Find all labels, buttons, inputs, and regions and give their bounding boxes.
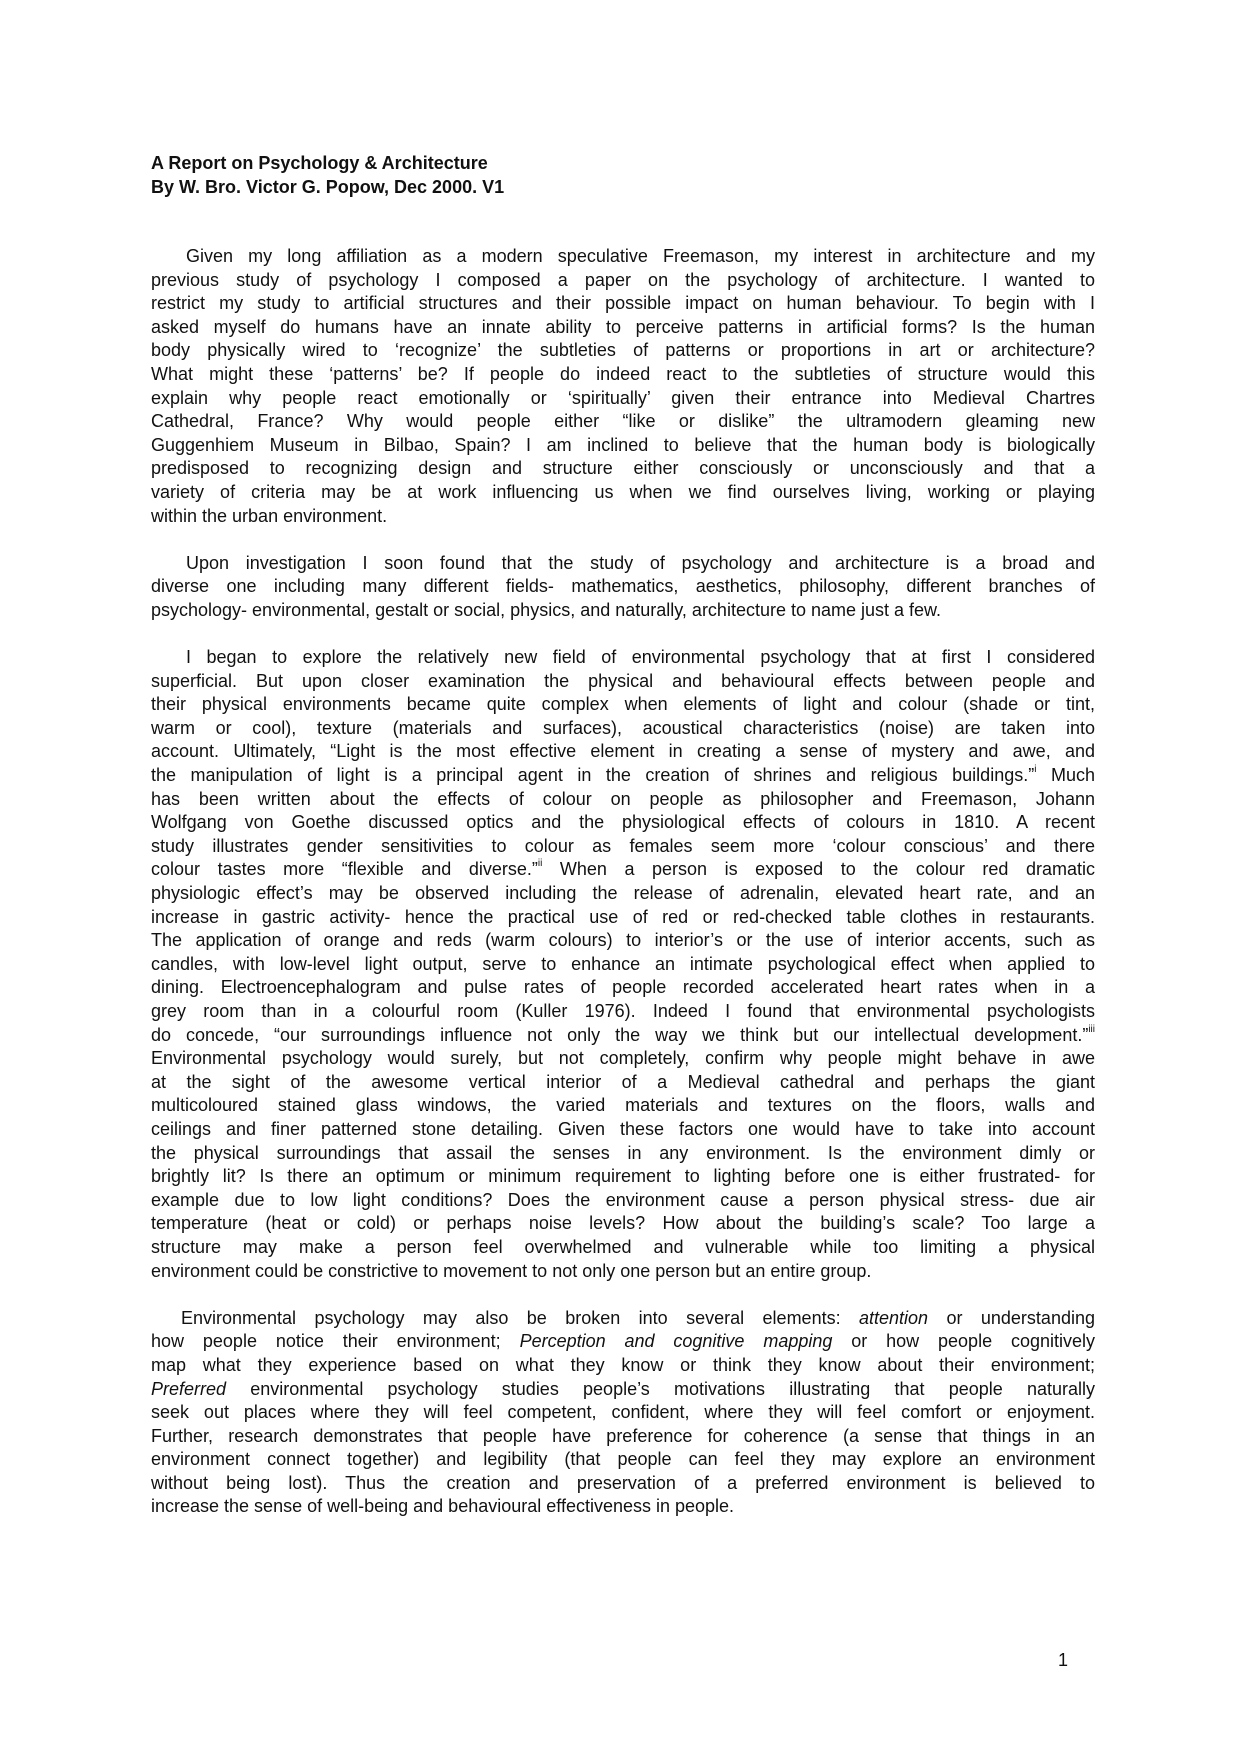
- text-line: do concede, “our surroundings influence not only the way we think but our intellectual development.”$^{iii}$: [151, 1023, 1095, 1045]
- text-line: brightly lit? Is there an optimum or minimum requirement to lighting before one is either frustrated- for: [151, 1166, 1095, 1187]
- text-line: Preferred environmental psychology studies people’s motivations illustrating that people naturally: [151, 1378, 1095, 1399]
- text-line: I began to explore the relatively new field of environmental psychology that at first I considered: [186, 647, 1095, 668]
- text-line: environment connect together) and legibility (that people can feel they may explore an environment: [151, 1449, 1095, 1470]
- text-line: Cathedral, France? Why would people either “like or dislike” the ultramodern gleaming new: [151, 411, 1095, 432]
- text-line: dining. Electroencephalogram and pulse rates of people recorded accelerated heart rates when in a: [151, 977, 1095, 998]
- text-line: explain why people react emotionally or ‘spiritually’ given their entrance into Medieval Chartres: [151, 387, 1095, 408]
- text-line: warm or cool), texture (materials and surfaces), acoustical characteristics (noise) are taken into: [151, 717, 1095, 738]
- text-line: What might these ‘patterns’ be? If people do indeed react to the subtleties of structure would this: [151, 363, 1095, 384]
- text-line: the manipulation of light is a principal agent in the creation of shrines and religious buildings.”$^i$ Much: [151, 764, 1095, 786]
- text-line: temperature (heat or cold) or perhaps noise levels? How about the building’s scale? Too large a: [151, 1213, 1095, 1234]
- text-line: diverse one including many different fields- mathematics, aesthetics, philosophy, different branches of: [151, 576, 1095, 597]
- text-line: Given my long affiliation as a modern speculative Freemason, my interest in architecture and my: [186, 246, 1095, 266]
- footnote-marker: i: [1034, 764, 1037, 776]
- text-line: The application of orange and reds (warm colours) to interior’s or the use of interior accents, such as: [151, 930, 1095, 951]
- text-line: map what they experience based on what they know or think they know about their environment;: [151, 1354, 1095, 1375]
- text-line: their physical environments became quite complex when elements of light and colour (shade or tint,: [151, 694, 1095, 715]
- text-line: asked myself do humans have an innate ability to perceive patterns in artificial forms? Is the human: [151, 316, 1095, 337]
- footnote-marker: iii: [1088, 1023, 1095, 1035]
- text-line: psychology- environmental, gestalt or social, physics, and naturally, architecture to name just a few.: [151, 599, 942, 620]
- text-line: ceilings and finer patterned stone detailing. Given these factors one would have to take into account: [151, 1118, 1095, 1139]
- text-line: how people notice their environment; Perception and cognitive mapping or how people cognitively: [151, 1331, 1095, 1352]
- text-line: Guggenhiem Museum in Bilbao, Spain? I am inclined to believe that the human body is biologically: [151, 434, 1095, 455]
- text-line: example due to low light conditions? Does the environment cause a person physical stress- due air: [151, 1189, 1095, 1210]
- text-line: Wolfgang von Goethe discussed optics and the physiological effects of colours in 1810. A recent: [151, 812, 1095, 833]
- text-line: the physical surroundings that assail the senses in any environment. Is the environment dimly or: [151, 1142, 1095, 1163]
- text-line: restrict my study to artificial structures and their possible impact on human behaviour. To begin with I: [151, 293, 1095, 314]
- text-line: colour tastes more “flexible and diverse.”$^{ii}$ When a person is exposed to the colour red dramatic: [151, 858, 1096, 880]
- text-line: multicoloured stained glass windows, the varied materials and textures on the floors, walls and: [151, 1095, 1095, 1116]
- text-line: study illustrates gender sensitivities to colour as females seem more ‘colour conscious’ and there: [151, 835, 1095, 856]
- text-line: at the sight of the awesome vertical interior of a Medieval cathedral and perhaps the giant: [151, 1071, 1095, 1092]
- paragraph: [151, 552, 1095, 623]
- text-line: body physically wired to ‘recognize’ the subtleties of patterns or proportions in art or architecture?: [151, 340, 1095, 361]
- text-line: physiologic effect’s may be observed including the release of adrenalin, elevated heart rate, and an: [151, 883, 1095, 904]
- text-line: account. Ultimately, “Light is the most effective element in creating a sense of mystery and awe, and: [151, 741, 1095, 762]
- text-line: increase in gastric activity- hence the practical use of red or red-checked table clothes in restaurants.: [151, 906, 1095, 927]
- text-line: variety of criteria may be at work influencing us when we find ourselves living, working or playing: [151, 481, 1095, 502]
- text-line: increase the sense of well-being and behavioural effectiveness in people.: [151, 1496, 735, 1517]
- paragraph: [151, 646, 1095, 1283]
- text-line: within the urban environment.: [151, 505, 388, 526]
- footnote-marker: ii: [537, 858, 543, 870]
- text-line: Upon investigation I soon found that the study of psychology and architecture is a broad and: [186, 552, 1095, 573]
- emphasis-text: Preferred: [151, 1378, 227, 1399]
- text-line: seek out places where they will feel competent, confident, where they will feel comfort or enjoyment.: [151, 1402, 1095, 1423]
- paragraph: [151, 245, 1095, 528]
- text-line: superficial. But upon closer examination the physical and behavioural effects between people and: [151, 670, 1095, 691]
- text-line: Environmental psychology may also be broken into several elements: attention or understanding: [181, 1307, 1095, 1328]
- text-line: without being lost). Thus the creation and preservation of a preferred environment is believed to: [151, 1472, 1095, 1493]
- text-line: has been written about the effects of colour on people as philosopher and Freemason, Johann: [151, 788, 1095, 809]
- text-line: Further, research demonstrates that people have preference for coherence (a sense that things in an: [151, 1425, 1095, 1446]
- text-line: grey room than in a colourful room (Kuller 1976). Indeed I found that environmental psychologists: [151, 1001, 1095, 1021]
- text-line: structure may make a person feel overwhelmed and vulnerable while too limiting a physical: [151, 1236, 1095, 1257]
- text-line: previous study of psychology I composed a paper on the psychology of architecture. I wanted to: [151, 269, 1095, 290]
- paragraph: [151, 1307, 1095, 1519]
- title-block: [151, 151, 504, 199]
- page-number: 1: [1058, 1650, 1069, 1670]
- text-line: environment could be constrictive to movement to not only one person but an entire group.: [151, 1260, 872, 1281]
- emphasis-text: attention: [859, 1307, 929, 1328]
- text-line: candles, with low-level light output, serve to enhance an intimate psychological effect when applied to: [151, 953, 1095, 974]
- document-byline: By W. Bro. Victor G. Popow, Dec 2000. V1: [151, 177, 505, 197]
- text-line: Environmental psychology would surely, but not completely, confirm why people might behave in awe: [151, 1048, 1095, 1069]
- document-body: [151, 245, 1095, 1543]
- document-title: A Report on Psychology & Architecture: [151, 153, 488, 173]
- emphasis-text: Perception and cognitive mapping: [519, 1331, 833, 1352]
- text-line: predisposed to recognizing design and structure either consciously or unconsciously and that a: [151, 458, 1095, 479]
